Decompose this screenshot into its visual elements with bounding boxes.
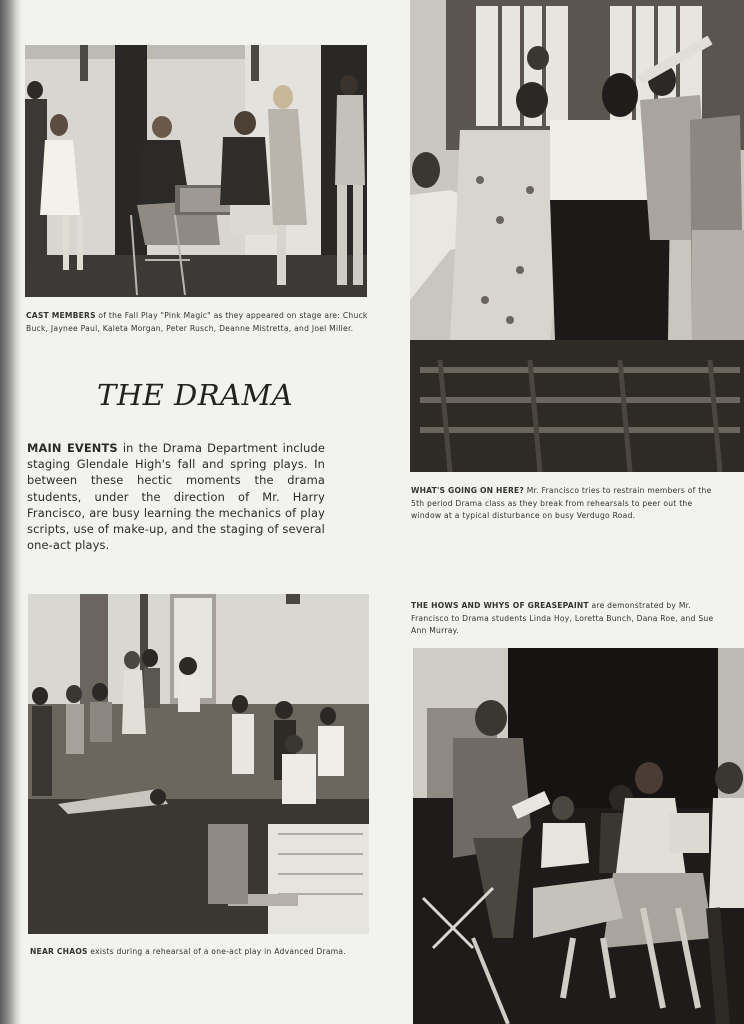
page-binding-shadow [0,0,22,1024]
caption-cast-members [26,310,368,335]
caption-lead: NEAR CHAOS [30,947,88,956]
caption-lead: THE HOWS AND WHYS OF GREASEPAINT [411,601,589,610]
intro-text: in the Drama Department include staging Glendale High's fall and spring plays. In between these hectic moments the drama students, under the direction of Mr. Harry Francisco, are busy learning the mechanics of play scripts, use of make-up, and the staging of several one-act plays. [27,441,325,553]
photo-students-at-window [410,0,744,472]
photo-greasepaint-demo [413,648,744,1024]
caption-text: exists during a rehearsal of a one-act play in Advanced Drama. [87,947,346,956]
photo-cast-on-stage [25,45,367,297]
caption-near-chaos [30,946,372,959]
caption-lead: WHAT'S GOING ON HERE? [411,486,525,495]
caption-text: of the Fall Play "Pink Magic" as they appeared on stage are: Chuck Buck, Jaynee Paul, Kaleta Morgan, Peter Rusch, Deanne Mistretta, and Joel Miller. [26,311,368,333]
caption-whats-going-on [411,485,718,523]
caption-greasepaint [411,600,718,638]
page-title: THE DRAMA [97,378,294,412]
caption-text: are demonstrated by Mr. Francisco to Drama students Linda Hoy, Loretta Bunch, Dana Roe, and Sue Ann Murray. [411,601,714,636]
caption-lead: CAST MEMBERS [26,311,96,320]
photo-near-chaos-rehearsal [28,594,369,934]
intro-lead: MAIN EVENTS [27,441,118,455]
caption-text: Mr. Francisco tries to restrain members of the 5th period Drama class as they break from rehearsals to peer out the window at a typical disturbance on busy Verdugo Road. [411,486,712,521]
intro-paragraph [27,440,325,553]
